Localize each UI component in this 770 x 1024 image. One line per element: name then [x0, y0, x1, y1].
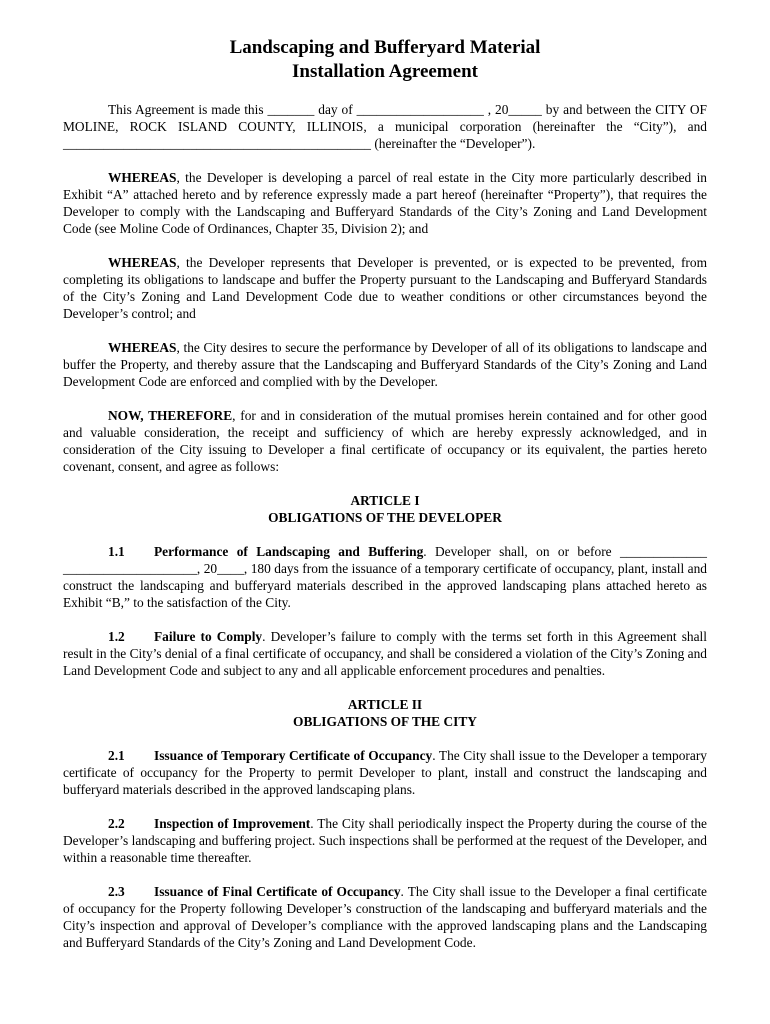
whereas-lead: WHEREAS	[108, 340, 177, 355]
intro-text: This Agreement is made this _______ day of ___________________ , 20_____ by and between the CITY OF MOLINE, ROCK ISLAND COUNTY, ILLINOIS, a municipal corporation (hereinafter the “City”), and ______________________________________________ (hereinafter the “Developer”).	[63, 102, 707, 151]
intro-paragraph	[63, 101, 707, 152]
article-title: OBLIGATIONS OF THE DEVELOPER	[268, 510, 502, 525]
section-text: . The City shall issue to the Developer a final certificate of occupancy for the Property following Developer’s construction of the landscaping and bufferyard materials and the City’s inspection and approval of Developer’s compliance with the approved landscaping plans and the Landscaping and Bufferyard Standards of the City’s Zoning and Land Development Code.	[63, 884, 707, 950]
whereas-text: , the Developer represents that Developer is prevented, or is expected to be prevented, from completing its obligations to landscape and buffer the Property pursuant to the Landscaping and Bufferyard Standards of the City’s Zoning and Land Development Code due to weather conditions or other circumstances beyond the Developer’s control; and	[63, 255, 707, 321]
now-therefore-paragraph	[63, 407, 707, 475]
section-number: 1.2	[108, 629, 125, 644]
section-title: Issuance of Temporary Certificate of Occupancy	[154, 748, 433, 763]
section-number: 2.1	[108, 748, 125, 763]
whereas-paragraph-3	[63, 339, 707, 390]
whereas-paragraph-1	[63, 169, 707, 237]
now-therefore-text: , for and in consideration of the mutual promises herein contained and for other good and valuable consideration, the receipt and sufficiency of which are hereby expressly acknowledged, and in consideration of the City issuing to Developer a final certificate of occupancy or its equivalent, the parties hereto covenant, consent, and agree as follows:	[63, 408, 707, 474]
title-line-2: Installation Agreement	[292, 60, 478, 82]
section-text: . The City shall issue to the Developer a temporary certificate of occupancy for the Property to permit Developer to plant, install and construct the landscaping and bufferyard materials described in the approved landscaping plans.	[63, 748, 707, 797]
section-title: Inspection of Improvement	[154, 816, 311, 831]
section-number: 2.2	[108, 816, 125, 831]
section-title: Issuance of Final Certificate of Occupancy	[154, 884, 401, 899]
whereas-text: , the City desires to secure the performance by Developer of all of its obligations to landscape and buffer the Property, and thereby assure that the Landscaping and Bufferyard Standards of the City’s Zoning and Land Development Code are enforced and complied with by the Developer.	[63, 340, 707, 389]
section-1-2	[63, 628, 707, 679]
section-2-1	[63, 747, 707, 798]
section-title: Performance of Landscaping and Buffering	[154, 544, 424, 559]
whereas-lead: WHEREAS	[108, 170, 177, 185]
whereas-paragraph-2	[63, 254, 707, 322]
section-2-3	[63, 883, 707, 951]
document-title	[63, 36, 707, 83]
section-text: . The City shall periodically inspect the Property during the course of the Developer’s landscaping and buffering project. Such inspections shall be performed at the request of the Developer, and within a reasonable time thereafter.	[63, 816, 708, 865]
section-number: 2.3	[108, 884, 125, 899]
section-number: 1.1	[108, 544, 125, 559]
now-therefore-lead: NOW, THEREFORE	[108, 408, 233, 423]
section-title: Failure to Comply	[154, 629, 263, 644]
section-text: . Developer shall, on or before _____________ ____________________, 20____, 180 days from the issuance of a temporary certificate of occupancy, plant, install and construct the landscaping and bufferyard materials described in the approved landscaping plans attached hereto as Exhibit “B,” to the satisfaction of the City.	[63, 544, 707, 610]
whereas-text: , the Developer is developing a parcel of real estate in the City more particularly described in Exhibit “A” attached hereto and by reference expressly made a part hereof (hereinafter “Property”), that requires the Developer to comply with the Landscaping and Bufferyard Standards of the City’s Zoning and Land Development Code (see Moline Code of Ordinances, Chapter 35, Division 2); and	[63, 170, 707, 236]
article-number: ARTICLE I	[350, 493, 420, 508]
article-1-heading	[63, 492, 707, 526]
section-2-2	[63, 815, 707, 866]
article-title: OBLIGATIONS OF THE CITY	[293, 714, 477, 729]
article-number: ARTICLE II	[347, 697, 423, 712]
title-line-1: Landscaping and Bufferyard Material	[229, 37, 541, 58]
article-2-heading	[63, 696, 707, 730]
section-text: . Developer’s failure to comply with the terms set forth in this Agreement shall result in the City’s denial of a final certificate of occupancy, and shall be considered a violation of the City’s Zoning and Land Development Code and subject to any and all applicable enforcement procedures and penalties.	[63, 629, 707, 678]
section-1-1	[63, 543, 707, 611]
whereas-lead: WHEREAS	[108, 255, 177, 270]
